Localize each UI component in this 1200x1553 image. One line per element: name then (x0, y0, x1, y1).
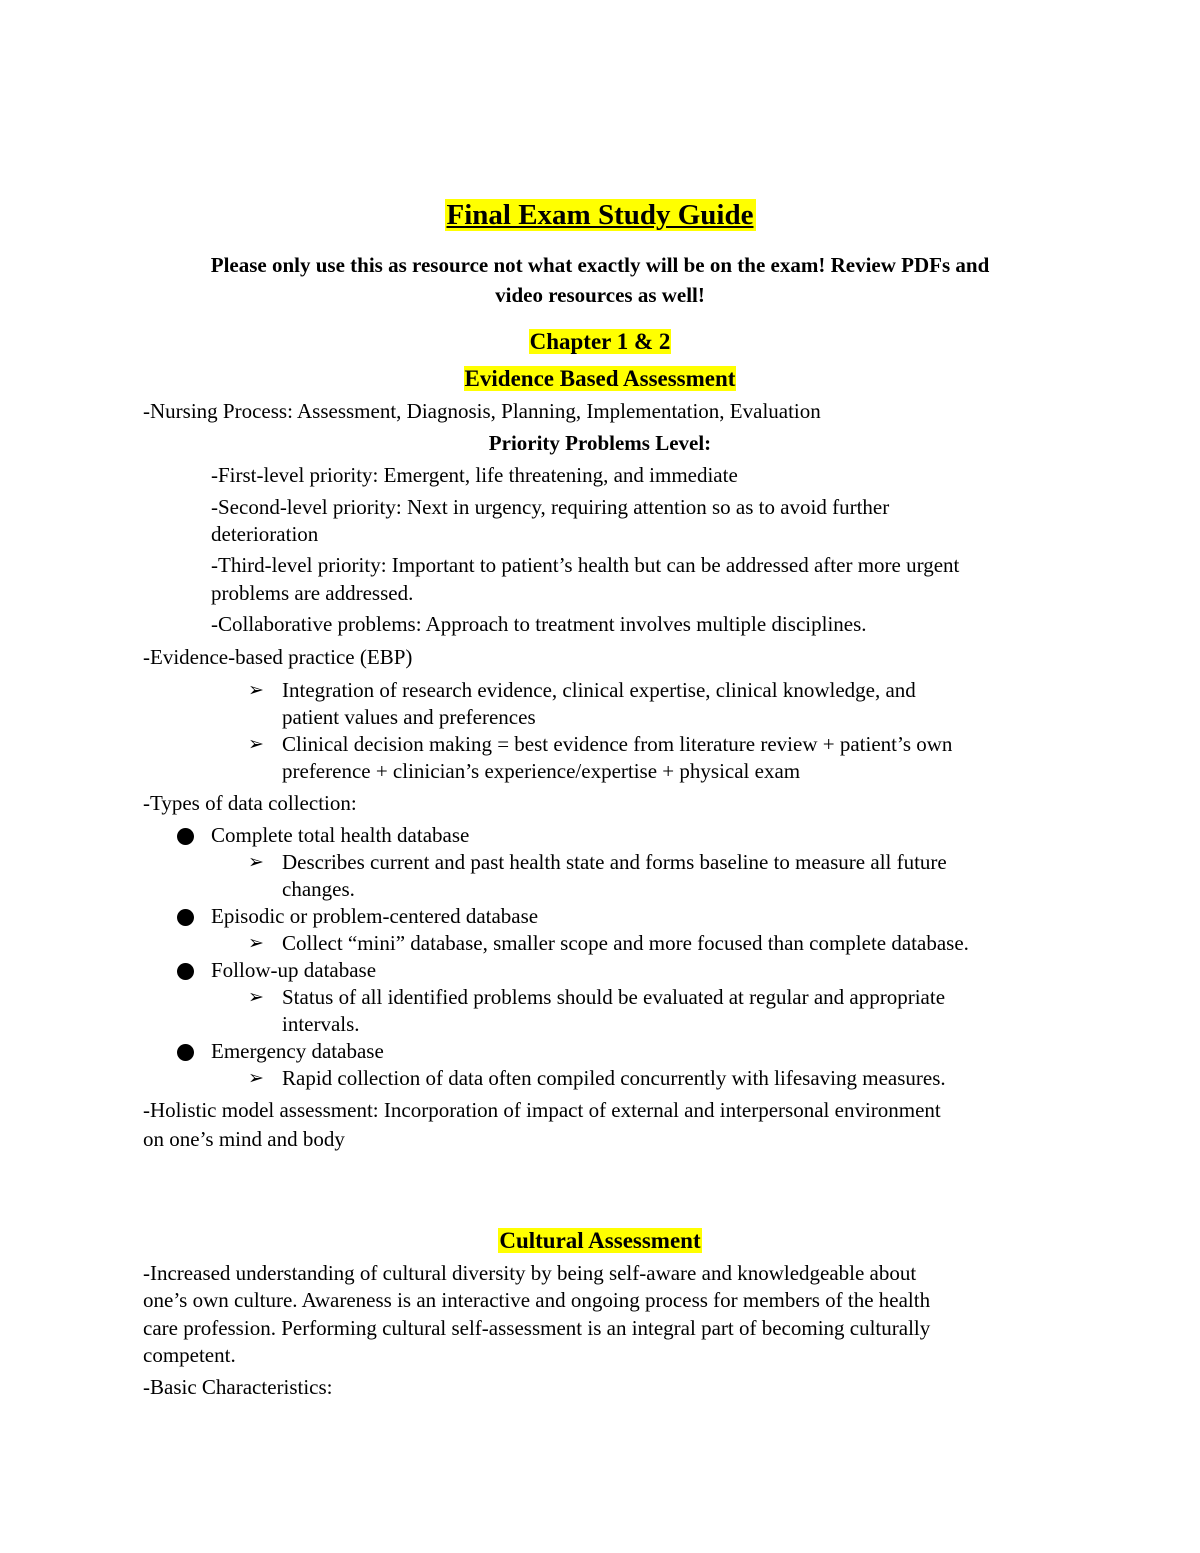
disclaimer-line-2: video resources as well! (495, 283, 705, 307)
arrow-bullet-icon: ➢ (248, 734, 264, 755)
nursing-process-text: -Nursing Process: Assessment, Diagnosis, Planning, Implementation, Evaluation (143, 399, 821, 423)
chapter-heading-row (0, 327, 1200, 357)
ebp-item-1-line-1: Integration of research evidence, clinical expertise, clinical knowledge, and (282, 678, 916, 702)
ebp-item-2-line-1: Clinical decision making = best evidence from literature review + patient’s own (282, 732, 953, 756)
ebp-item-1-line-2: patient values and preferences (282, 705, 536, 729)
database-complete-desc-line-2: changes. (282, 877, 355, 901)
section-heading-cultural: Cultural Assessment (499, 1228, 701, 1253)
chapter-heading: Chapter 1 & 2 (529, 329, 671, 354)
holistic-line-2: on one’s mind and body (143, 1127, 345, 1151)
priority-third-line-2: problems are addressed. (211, 581, 414, 605)
filled-circle-bullet-icon (177, 1044, 194, 1061)
cultural-p1-line-2: one’s own culture. Awareness is an interactive and ongoing process for members of the health (143, 1288, 931, 1312)
arrow-bullet-icon: ➢ (248, 680, 264, 701)
holistic-line-1: -Holistic model assessment: Incorporation of impact of external and interpersonal environment (143, 1098, 941, 1122)
database-complete: Complete total health database (211, 823, 470, 847)
priority-third-line-1: -Third-level priority: Important to patient’s health but can be addressed after more urgent (211, 553, 960, 577)
priority-second-line-2: deterioration (211, 522, 319, 546)
cultural-p1-line-3: care profession. Performing cultural self-assessment is an integral part of becoming culturally (143, 1316, 931, 1340)
database-follow-up-desc-line-2: intervals. (282, 1012, 360, 1036)
database-emergency-desc: Rapid collection of data often compiled concurrently with lifesaving measures. (282, 1066, 946, 1090)
database-follow-up-desc-line-1: Status of all identified problems should be evaluated at regular and appropriate (282, 985, 946, 1009)
section-heading-evidence: Evidence Based Assessment (464, 366, 736, 391)
section-heading-row (0, 364, 1200, 394)
ebp-item-2-line-2: preference + clinician’s experience/expertise + physical exam (282, 759, 801, 783)
database-emergency: Emergency database (211, 1039, 384, 1063)
priority-collaborative: -Collaborative problems: Approach to treatment involves multiple disciplines. (211, 612, 867, 636)
database-follow-up: Follow-up database (211, 958, 377, 982)
database-episodic-desc: Collect “mini” database, smaller scope and more focused than complete database. (282, 931, 969, 955)
arrow-bullet-icon: ➢ (248, 1068, 264, 1089)
arrow-bullet-icon: ➢ (248, 852, 264, 873)
ebp-heading: -Evidence-based practice (EBP) (143, 645, 413, 669)
basic-characteristics-heading: -Basic Characteristics: (143, 1375, 333, 1399)
filled-circle-bullet-icon (177, 909, 194, 926)
cultural-p1-line-1: -Increased understanding of cultural diversity by being self-aware and knowledgeable about (143, 1261, 917, 1285)
data-collection-heading: -Types of data collection: (143, 791, 357, 815)
document-title-row (0, 196, 1200, 234)
priority-second-line-1: -Second-level priority: Next in urgency, requiring attention so as to avoid further (211, 495, 890, 519)
database-complete-desc-line-1: Describes current and past health state and forms baseline to measure all future (282, 850, 947, 874)
arrow-bullet-icon: ➢ (248, 933, 264, 954)
filled-circle-bullet-icon (177, 828, 194, 845)
section-heading-row (0, 1226, 1200, 1256)
cultural-p1-line-4: competent. (143, 1343, 236, 1367)
priority-heading: Priority Problems Level: (488, 431, 712, 455)
priority-first: -First-level priority: Emergent, life threatening, and immediate (211, 463, 738, 487)
arrow-bullet-icon: ➢ (248, 987, 264, 1008)
database-episodic: Episodic or problem-centered database (211, 904, 539, 928)
disclaimer-line-1: Please only use this as resource not what exactly will be on the exam! Review PDFs and (210, 253, 990, 277)
document-title: Final Exam Study Guide (446, 199, 754, 231)
filled-circle-bullet-icon (177, 963, 194, 980)
